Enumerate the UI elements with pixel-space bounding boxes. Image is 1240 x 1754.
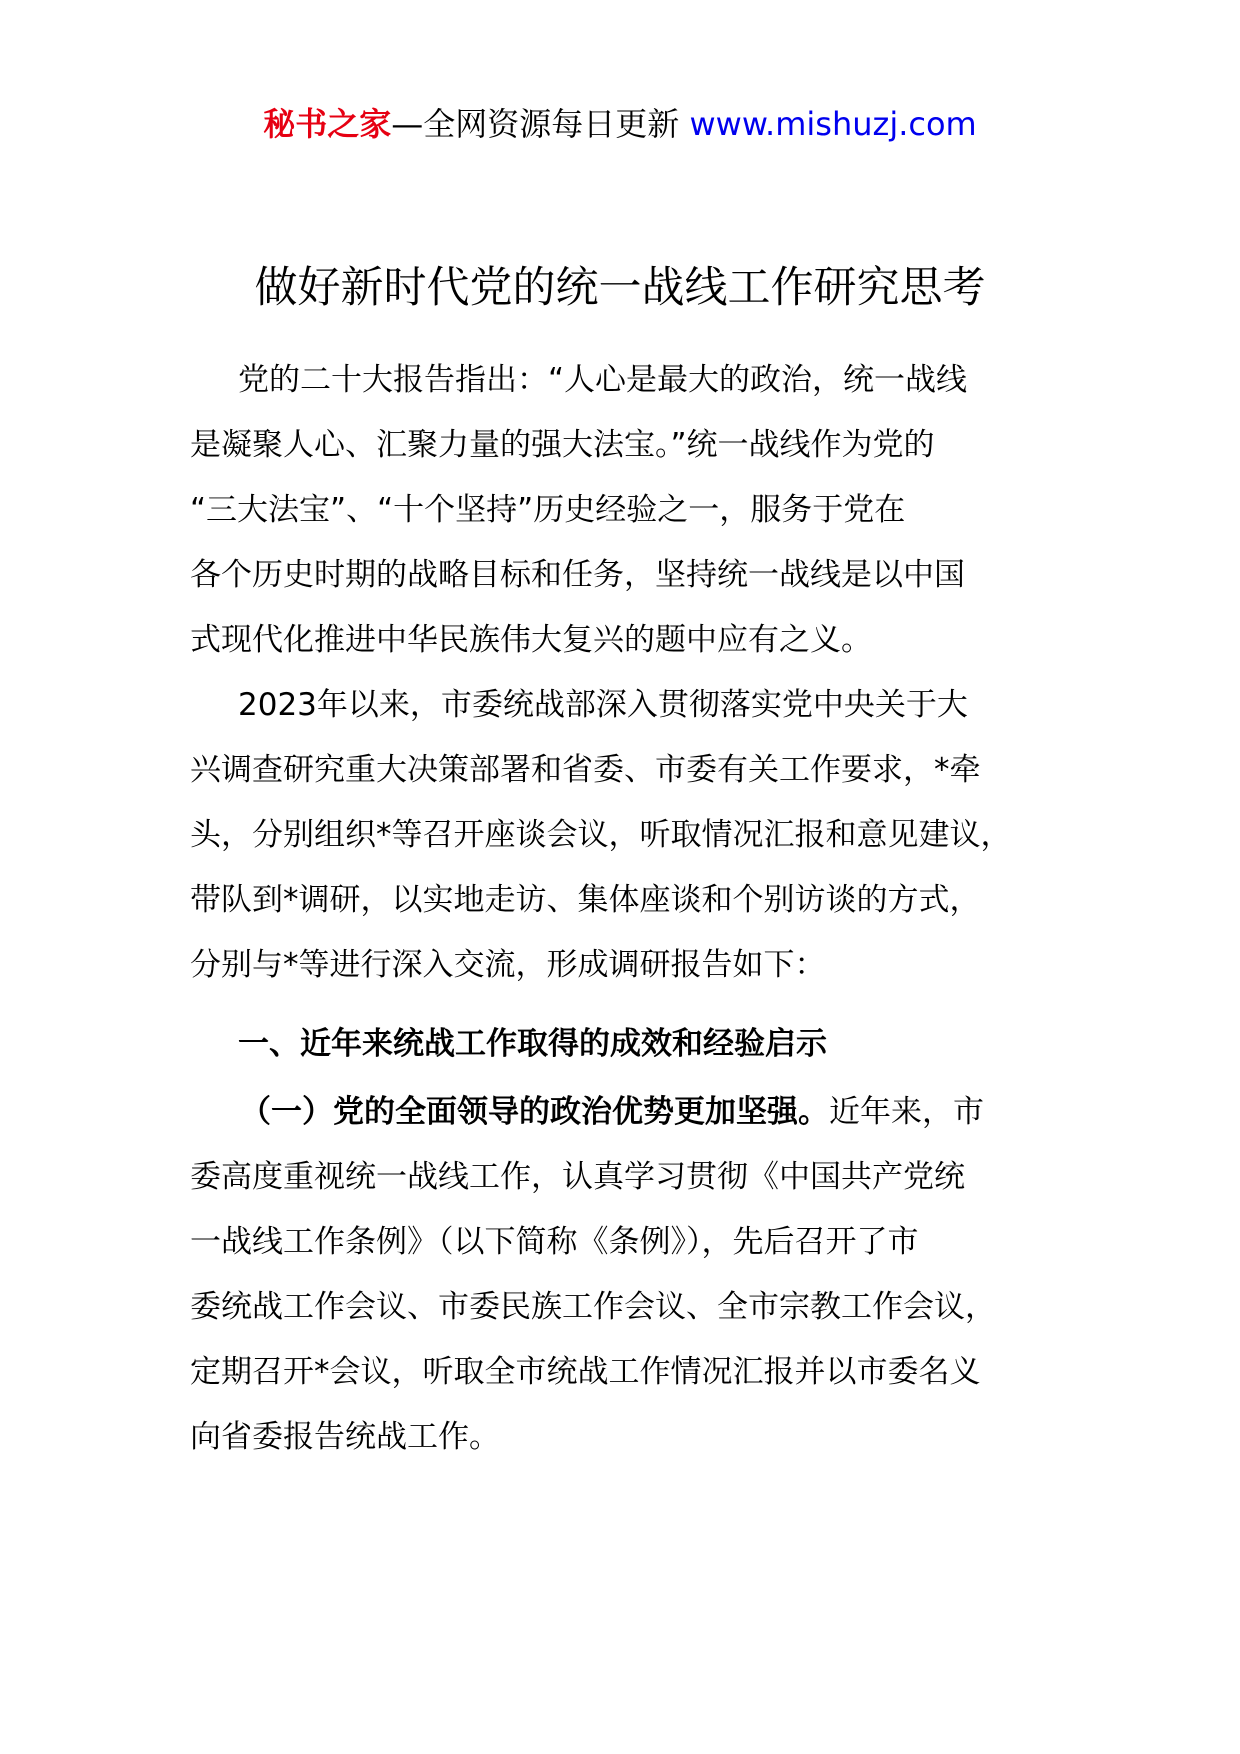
paragraph-2 [190,673,1070,998]
text-line: 是凝聚人心、汇聚力量的强大法宝。”统一战线作为党的 [190,427,935,463]
header-url-link[interactable]: www.mishuzj.com [689,105,977,143]
text-line: 头，分别组织*等召开座谈会议，听取情况汇报和意见建议， [190,817,1012,853]
document-title: 做好新时代党的统一战线工作研究思考 [254,263,986,313]
text-line [190,1080,1070,1145]
paragraph-3 [190,1080,1070,1470]
text-line: 兴调查研究重大决策部署和省委、市委有关工作要求，*牵 [190,752,981,788]
subsection-lead: （一）党的全面领导的政治优势更加坚强。 [240,1094,829,1130]
text-line: 带队到*调研，以实地走访、集体座谈和个别访谈的方式， [190,882,981,918]
text-line: 式现代化推进中华民族伟大复兴的题中应有之义。 [190,622,872,658]
text-line: 2023年以来，市委统战部深入贯彻落实党中央关于大 [238,687,968,723]
section-heading-1: 一、近年来统战工作取得的成效和经验启示 [238,1026,827,1062]
watermark-header [0,100,1240,148]
header-brand: 秘书之家 [263,105,392,143]
text-line: 各个历史时期的战略目标和任务，坚持统一战线是以中国 [190,557,965,593]
text-line: 委高度重视统一战线工作，认真学习贯彻《中国共产党统 [190,1159,965,1195]
spacer [190,998,1070,1008]
document-body [190,348,1070,1470]
text-line: 党的二十大报告指出：“人心是最大的政治，统一战线 [238,362,968,398]
text-line: 定期召开*会议，听取全市统战工作情况汇报并以市委名义 [190,1354,981,1390]
header-tagline: —全网资源每日更新 [391,105,690,143]
text-line: 一战线工作条例》（以下简称《条例》），先后召开了市 [190,1224,919,1260]
text-fragment: 近年来，市 [829,1094,984,1130]
text-line: 向省委报告统战工作。 [190,1419,500,1455]
paragraph-1 [190,348,1070,673]
text-line: “三大法宝”、“十个坚持”历史经验之一，服务于党在 [190,492,906,528]
text-line: 委统战工作会议、市委民族工作会议、全市宗教工作会议， [190,1289,996,1325]
text-line: 分别与*等进行深入交流，形成调研报告如下： [190,947,826,983]
